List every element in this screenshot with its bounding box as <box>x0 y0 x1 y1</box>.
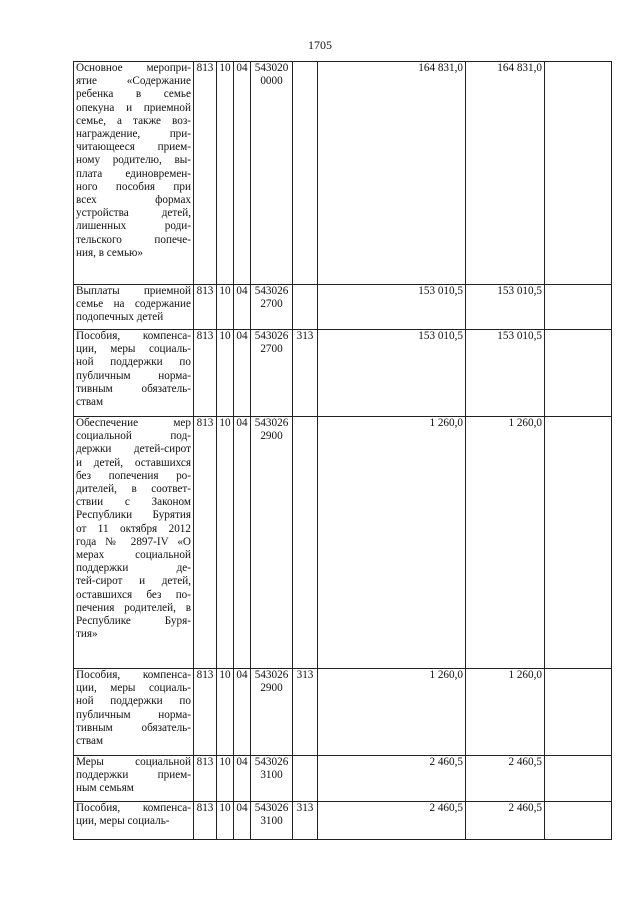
cell-csr <box>251 756 293 802</box>
cell-pr: 04 <box>234 669 251 756</box>
cell-gr: 813 <box>194 802 217 840</box>
cell-gr: 813 <box>194 62 217 285</box>
cell-rz: 10 <box>217 802 234 840</box>
cell-gr: 813 <box>194 756 217 802</box>
cell-name-line: Обеспечение мер <box>76 417 191 429</box>
cell-name-line: ния, в семью» <box>76 246 143 259</box>
cell-name-line: мерах социальной <box>76 549 191 562</box>
cell-sum-1: 1 260,0 <box>318 669 466 756</box>
cell-name <box>74 330 194 417</box>
cell-csr-line: 3100 <box>260 769 283 782</box>
cell-gr: 813 <box>194 285 217 330</box>
cell-name-line: тивным обязатель- <box>76 382 191 395</box>
cell-csr-line: 543026 <box>254 417 289 429</box>
cell-csr <box>251 802 293 840</box>
cell-name <box>74 669 194 756</box>
cell-csr-line: 543026 <box>254 802 289 814</box>
cell-name-line: ного пособия при <box>76 180 191 193</box>
cell-name-line: подопечных детей <box>76 311 164 324</box>
cell-name <box>74 802 194 840</box>
cell-name-line: плата единовремен- <box>76 167 191 180</box>
table-row <box>74 62 612 285</box>
cell-name-line: устройства детей, <box>76 207 191 220</box>
cell-name <box>74 756 194 802</box>
cell-sum-1: 2 460,5 <box>318 756 466 802</box>
cell-vr: 313 <box>293 330 318 417</box>
cell-rz: 10 <box>217 285 234 330</box>
cell-name-line: лишенных роди- <box>76 220 191 233</box>
table-row <box>74 285 612 330</box>
cell-name-line: ной поддержки по <box>76 695 191 708</box>
cell-gr: 813 <box>194 330 217 417</box>
cell-name-line: Основное меропри- <box>76 62 191 74</box>
cell-name-line: опекуна и приемной <box>76 101 191 114</box>
cell-empty <box>545 756 612 802</box>
cell-name-line: Республики Бурятия <box>76 509 191 522</box>
cell-name-line: Выплаты приемной <box>76 285 191 297</box>
cell-rz: 10 <box>217 669 234 756</box>
cell-pr: 04 <box>234 802 251 840</box>
cell-name-line: без попечения ро- <box>76 469 191 482</box>
cell-name-line: оставшихся без по- <box>76 588 191 601</box>
cell-name-line: Республике Буря- <box>76 615 191 628</box>
cell-name-line: ции, меры социаль- <box>76 343 191 356</box>
cell-csr-line: 2700 <box>260 298 283 311</box>
cell-name-line: ции, меры социаль- <box>76 682 191 695</box>
cell-rz: 10 <box>217 330 234 417</box>
cell-pr: 04 <box>234 756 251 802</box>
cell-name-line: публичным норма- <box>76 369 191 382</box>
cell-name-line: и детей, оставшихся <box>76 456 191 469</box>
cell-sum-2: 1 260,0 <box>466 417 545 669</box>
cell-sum-2: 153 010,5 <box>466 285 545 330</box>
cell-vr <box>293 756 318 802</box>
cell-pr: 04 <box>234 330 251 417</box>
budget-table <box>73 61 612 840</box>
cell-name-line: семье, а также воз- <box>76 114 191 127</box>
cell-csr-line: 543020 <box>254 62 289 74</box>
cell-name-line: всех формах <box>76 194 191 207</box>
cell-name <box>74 62 194 285</box>
table-body <box>74 62 612 840</box>
cell-gr: 813 <box>194 417 217 669</box>
cell-empty <box>545 417 612 669</box>
cell-vr <box>293 417 318 669</box>
cell-name-line: от 11 октября 2012 <box>76 522 191 535</box>
cell-gr: 813 <box>194 669 217 756</box>
table-row <box>74 802 612 840</box>
cell-vr: 313 <box>293 669 318 756</box>
cell-csr <box>251 285 293 330</box>
cell-name-line: ции, меры социаль- <box>76 815 170 828</box>
cell-empty <box>545 669 612 756</box>
cell-name-line: ным семьям <box>76 782 134 795</box>
cell-csr-line: 543026 <box>254 669 289 681</box>
cell-name-line: тивным обязатель- <box>76 721 191 734</box>
cell-name-line: печения родителей, в <box>76 601 191 614</box>
cell-sum-1: 164 831,0 <box>318 62 466 285</box>
cell-name-line: Меры социальной <box>76 756 191 768</box>
table-row <box>74 417 612 669</box>
cell-sum-1: 2 460,5 <box>318 802 466 840</box>
table-row <box>74 669 612 756</box>
cell-csr-line: 543026 <box>254 330 289 342</box>
cell-name-line: ному родителю, вы- <box>76 154 191 167</box>
cell-csr-line: 0000 <box>260 75 283 88</box>
cell-name-line: тия» <box>76 628 98 641</box>
cell-sum-2: 1 260,0 <box>466 669 545 756</box>
cell-vr: 313 <box>293 802 318 840</box>
page-number: 1705 <box>308 38 332 52</box>
cell-rz: 10 <box>217 417 234 669</box>
cell-pr: 04 <box>234 285 251 330</box>
cell-name-line: ятие «Содержание <box>76 75 191 88</box>
cell-name-line: поддержки де- <box>76 562 191 575</box>
cell-name-line: тельского попече- <box>76 233 191 246</box>
cell-name <box>74 417 194 669</box>
cell-sum-1: 1 260,0 <box>318 417 466 669</box>
cell-csr-line: 2700 <box>260 343 283 356</box>
cell-name-line: Пособия, компенса- <box>76 330 191 342</box>
cell-csr-line: 2900 <box>260 430 283 443</box>
cell-csr-line: 3100 <box>260 815 283 828</box>
cell-name-line: ствии с Законом <box>76 496 191 509</box>
cell-sum-1: 153 010,5 <box>318 285 466 330</box>
cell-name-line: ствам <box>76 396 104 409</box>
cell-name-line: читающееся прием- <box>76 141 191 154</box>
cell-empty <box>545 802 612 840</box>
cell-name-line: держки детей-сирот <box>76 443 191 456</box>
cell-name-line: ребенка в семье <box>76 88 191 101</box>
cell-pr: 04 <box>234 62 251 285</box>
cell-name-line: Пособия, компенса- <box>76 802 191 814</box>
cell-sum-2: 2 460,5 <box>466 802 545 840</box>
cell-name-line: ствам <box>76 735 104 748</box>
cell-name-line: социальной под- <box>76 430 191 443</box>
cell-name-line: года № 2897-IV «О <box>76 535 191 548</box>
cell-sum-2: 153 010,5 <box>466 330 545 417</box>
cell-vr <box>293 285 318 330</box>
cell-name-line: дителей, в соответ- <box>76 483 191 496</box>
cell-rz: 10 <box>217 62 234 285</box>
cell-rz: 10 <box>217 756 234 802</box>
cell-csr <box>251 669 293 756</box>
cell-vr <box>293 62 318 285</box>
table-row <box>74 330 612 417</box>
cell-empty <box>545 285 612 330</box>
cell-sum-1: 153 010,5 <box>318 330 466 417</box>
cell-name <box>74 285 194 330</box>
cell-name-line: поддержки прием- <box>76 769 191 782</box>
cell-name-line: тей-сирот и детей, <box>76 575 191 588</box>
cell-name-line: публичным норма- <box>76 708 191 721</box>
cell-name-line: награждение, при- <box>76 128 191 141</box>
cell-name-line: ной поддержки по <box>76 356 191 369</box>
cell-csr-line: 543026 <box>254 285 289 297</box>
cell-pr: 04 <box>234 417 251 669</box>
cell-empty <box>545 330 612 417</box>
table-row <box>74 756 612 802</box>
cell-empty <box>545 62 612 285</box>
cell-csr <box>251 417 293 669</box>
cell-name-line: Пособия, компенса- <box>76 669 191 681</box>
cell-name-line: семье на содержание <box>76 298 191 311</box>
cell-csr <box>251 330 293 417</box>
cell-sum-2: 164 831,0 <box>466 62 545 285</box>
cell-csr <box>251 62 293 285</box>
cell-sum-2: 2 460,5 <box>466 756 545 802</box>
cell-csr-line: 2900 <box>260 682 283 695</box>
cell-csr-line: 543026 <box>254 756 289 768</box>
